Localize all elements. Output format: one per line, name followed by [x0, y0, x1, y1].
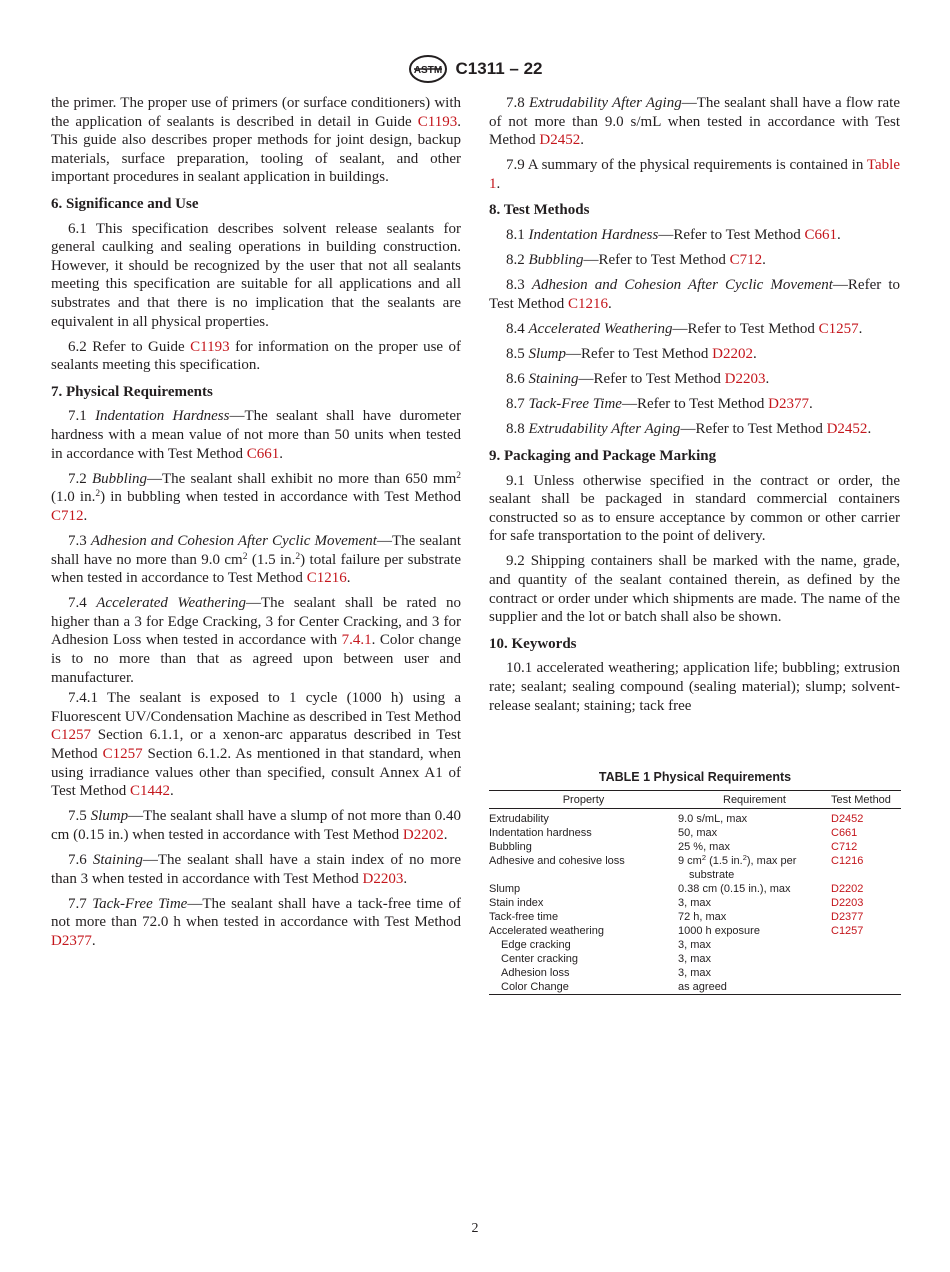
right-column	[489, 94, 900, 722]
ref-link[interactable]: D2452	[826, 421, 868, 438]
ref-link[interactable]: D2202	[712, 346, 753, 363]
table-row: Tack-free time 72 h, max D2377	[489, 910, 901, 924]
ref-link[interactable]: C1216	[306, 570, 347, 587]
paragraph-7-9: 7.9 A summary of the physical requirements is contained in Table 1.	[489, 157, 900, 192]
paragraph-7-4-1: 7.4.1 The sealant is exposed to 1 cycle (1000 h) using a Fluorescent UV/Condensation Machine as described in Test Method C1257 Section 6.1.1, or a xenon-arc apparatus described in Test Method C1257 Section 6.1.2. As mentioned in that standard, when using irradiance values other than specified, consult Annex A1 of Test Method C1442.	[51, 690, 461, 800]
ref-link[interactable]: D2377	[768, 396, 809, 413]
paragraph-8-5: 8.5 Slump—Refer to Test Method D2202.	[506, 346, 757, 363]
ref-link[interactable]: D2203	[831, 897, 864, 909]
ref-link[interactable]: C1257	[818, 320, 859, 337]
page-number: 2	[471, 1221, 479, 1236]
ref-link[interactable]: C712	[729, 252, 763, 269]
section-heading-7: 7. Physical Requirements	[51, 383, 213, 400]
page-header	[0, 54, 950, 84]
paragraph-6-1: 6.1 This specification describes solvent release sealants for general caulking and sealing operations in building construction. However, it should be recognized by the user that not all sealants meeting this specification are suitable for all applications and all substrates and that there is no implication that the sealants are equivalent in all physical properties.	[51, 220, 461, 330]
paragraph-8-4: 8.4 Accelerated Weathering—Refer to Test Method C1257.	[506, 320, 863, 337]
paragraph-7-2: 7.2 Bubbling—The sealant shall exhibit no more than 650 $mm^2$ (1.0 in.$^2$) in bubbling when tested in accordance with Test Method C712.	[51, 470, 462, 524]
paragraph-9-1: 9.1 Unless otherwise specified in the contract or order, the sealant shall be packaged in standard commercial containers constructed so as to ensure acceptance by common or other carrier for safe transportation to the point of delivery.	[489, 472, 900, 545]
ref-link[interactable]: C1442	[129, 783, 170, 800]
table-row: Adhesion loss 3, max	[501, 967, 712, 979]
section-heading-8: 8. Test Methods	[489, 202, 590, 219]
ref-link[interactable]: D2203	[362, 870, 404, 887]
table-header-row	[489, 791, 901, 809]
paragraph-7-7: 7.7 Tack-Free Time—The sealant shall have a tack-free time of not more than 72.0 h when tested in accordance with Test Method D2377.	[51, 895, 462, 949]
ref-link[interactable]: D2202	[831, 883, 864, 895]
ref-link[interactable]: C1193	[417, 113, 458, 130]
paragraph-7-8: 7.8 Extrudability After Aging—The sealant shall have a flow rate of not more than 9.0 s/mL when tested in accordance with Test Method D2452.	[489, 95, 901, 149]
section-heading-10: 10. Keywords	[489, 635, 577, 652]
paragraph-6-2: 6.2 Refer to Guide C1193 for information on the proper use of sealants meeting this specification.	[51, 338, 461, 374]
logo-text: ASTM	[413, 65, 442, 76]
table-row: Extrudability 9.0 s/mL, max D2452	[489, 809, 901, 827]
document-designation: C1311 – 22	[455, 59, 543, 78]
table-row: Bubbling 25 %, max C712	[489, 840, 901, 854]
table-row: Accelerated weathering 1000 h exposure C1257	[489, 924, 901, 938]
table-row: Color Change as agreed	[489, 980, 901, 995]
ref-link[interactable]: C1257	[831, 925, 864, 937]
astm-logo-icon	[408, 54, 448, 84]
ref-link[interactable]: C1216	[567, 295, 608, 312]
paragraph-8-3: 8.3 Adhesion and Cohesion After Cyclic Movement—Refer to Test Method C1216.	[489, 277, 900, 312]
paragraph-7-3: 7.3 Adhesion and Cohesion After Cyclic Movement—The sealant shall have no more than 9.0 $cm^2$ (1.5 in.$^2$) total failure per substrate when tested in accordance to Test Method C1216.	[51, 532, 462, 587]
ref-link[interactable]: D2452	[831, 813, 864, 825]
column-header: Property	[562, 794, 605, 806]
paragraph-9-2: 9.2 Shipping containers shall be marked with the name, grade, and quantity of the sealant contained therein, as defined by the contract or order under which shipments are made. The name of the supplier and the lot or batch shall also be shown.	[489, 553, 900, 626]
paragraph-7-5: 7.5 Slump—The sealant shall have a slump of not more than 0.40 cm (0.15 in.) when tested in accordance with Test Method D2202.	[51, 808, 462, 843]
ref-link[interactable]: C712	[51, 507, 84, 524]
table-title: TABLE 1 Physical Requirements	[598, 770, 792, 784]
ref-link[interactable]: D2202	[402, 826, 444, 843]
ref-link[interactable]: C1216	[831, 855, 864, 867]
paragraph-8-7: 8.7 Tack-Free Time—Refer to Test Method D2377.	[506, 396, 813, 413]
paragraph-7-4: 7.4 Accelerated Weathering—The sealant shall be rated no higher than a 3 for Edge Cracking, 3 for Center Cracking, and 3 for Adhesion Loss when tested in accordance with 7.4.1. Color change is to no more than that as agreed upon between user and manufacturer.	[51, 595, 462, 686]
section-heading-6: 6. Significance and Use	[51, 195, 199, 212]
table-row: Edge cracking 3, max	[501, 939, 712, 951]
paragraph-8-8: 8.8 Extrudability After Aging—Refer to Test Method D2452.	[506, 421, 872, 438]
paragraph-8-1: 8.1 Indentation Hardness—Refer to Test Method C661.	[506, 227, 841, 244]
left-column	[51, 94, 461, 957]
paragraph-8-2: 8.2 Bubbling—Refer to Test Method C712.	[506, 252, 766, 269]
ref-link[interactable]: C1257	[102, 746, 143, 762]
paragraph-10-1: 10.1 accelerated weathering; application life; bubbling; extrusion rate; sealant; sealing compound (sealing material); slump; solvent-release sealant; staining; tack free	[489, 660, 900, 714]
table-row: Stain index 3, max D2203	[489, 896, 901, 910]
paragraph-7-6: 7.6 Staining—The sealant shall have a stain index of no more than 3 when tested in accordance with Test Method D2203.	[51, 851, 462, 887]
section-heading-9: 9. Packaging and Package Marking	[489, 447, 717, 464]
physical-requirements-table	[489, 770, 901, 995]
ref-link[interactable]: D2377	[51, 932, 92, 949]
ref-link[interactable]: Table 1	[489, 157, 900, 192]
ref-link[interactable]: C1193	[190, 338, 230, 355]
table-row: Center cracking 3, max	[501, 953, 712, 965]
paragraph-7-1: 7.1 Indentation Hardness—The sealant shall have durometer hardness with a mean value of not more than 50 units when tested in accordance with Test Method C661.	[51, 408, 461, 462]
ref-link[interactable]: C1257	[51, 727, 92, 744]
table-row: Indentation hardness 50, max C661	[489, 826, 901, 840]
ref-link[interactable]: D2377	[831, 911, 864, 923]
column-header: Requirement	[723, 794, 786, 806]
ref-link[interactable]: C661	[804, 227, 838, 244]
ref-link[interactable]: C661	[831, 827, 858, 839]
table-row: Adhesive and cohesive loss 9 $cm^2$ (1.5 in.$^2$), max per substrate C1216	[489, 854, 901, 882]
ref-link[interactable]: C661	[246, 445, 280, 462]
paragraph-8-6: 8.6 Staining—Refer to Test Method D2203.	[506, 371, 770, 388]
column-header: Test Method	[831, 794, 891, 806]
ref-link[interactable]: 7.4.1	[341, 632, 372, 649]
paragraph-primer-cont: the primer. The proper use of primers (or surface conditioners) with the application of sealants is described in detail in Guide C1193. This guide also describes proper methods for joint design, backup materials, surface preparation, tooling of sealant, and other important procedures in sealant application in buildings.	[51, 95, 461, 186]
ref-link[interactable]: C712	[831, 841, 858, 853]
ref-link[interactable]: D2452	[539, 132, 581, 149]
table-row: Slump 0.38 cm (0.15 in.), max D2202	[489, 882, 901, 896]
ref-link[interactable]: D2203	[724, 371, 766, 388]
